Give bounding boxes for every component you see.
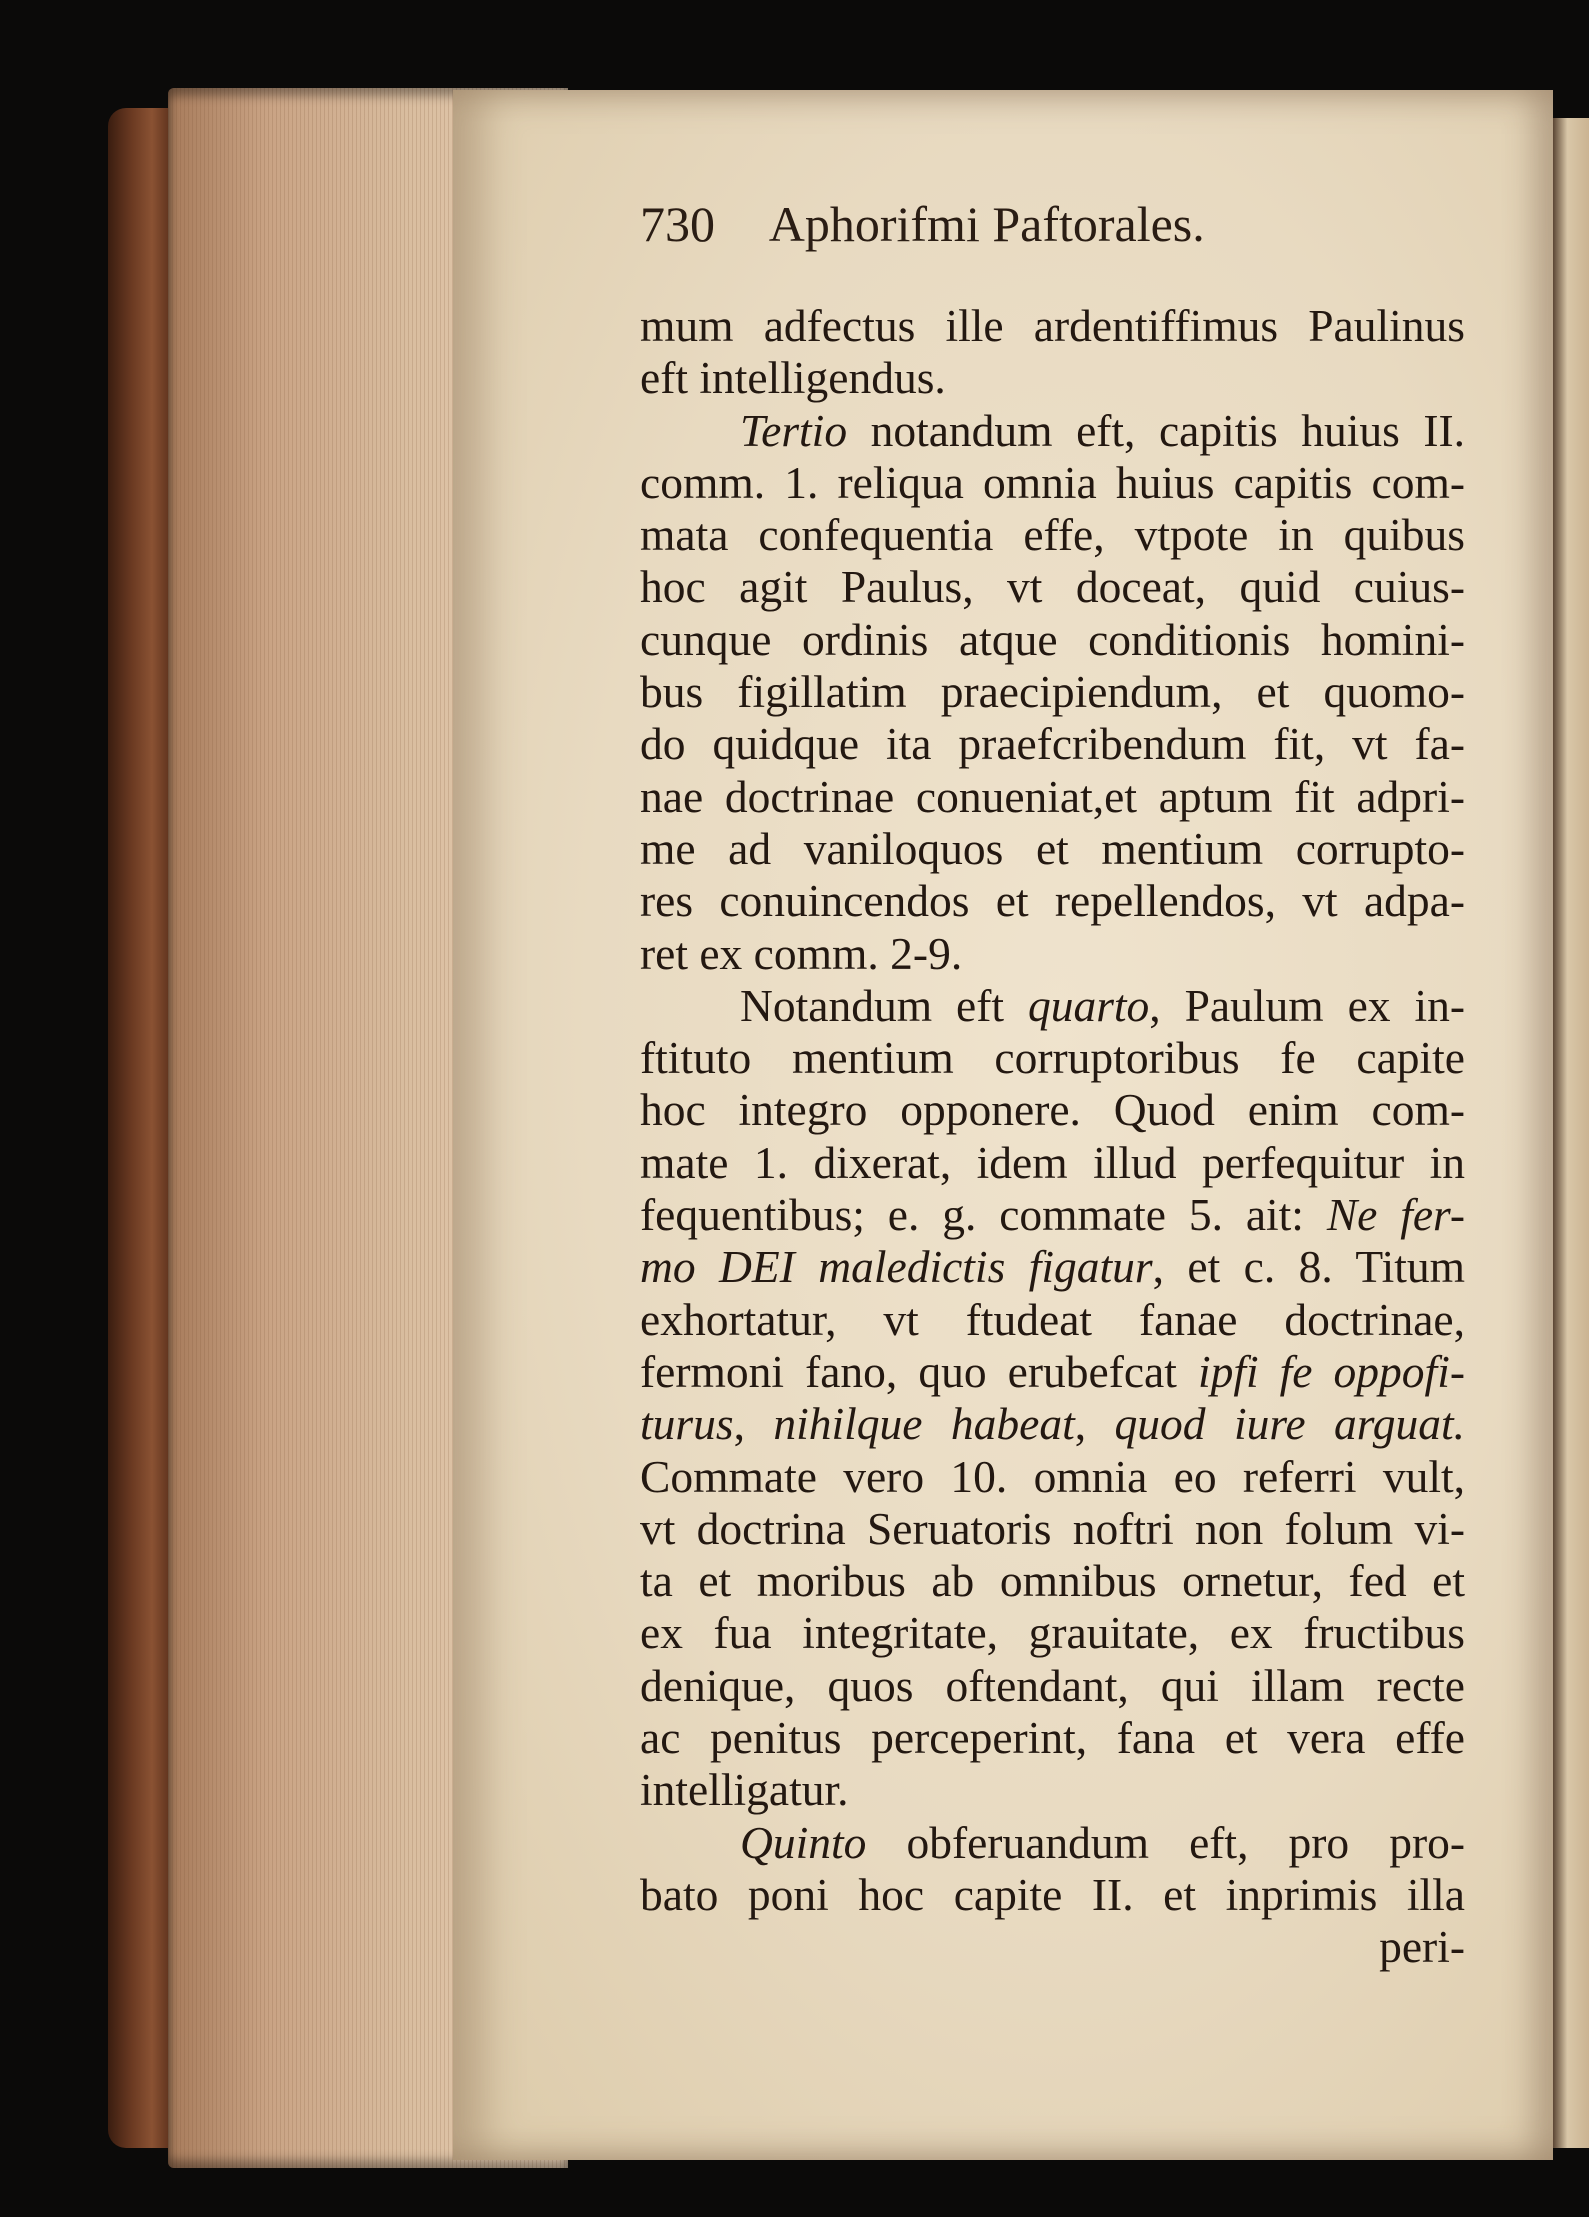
text-line xyxy=(640,300,1465,352)
page-number: 730 xyxy=(640,196,715,252)
text-run: comm. 1. reliqua omnia huius capitis com- xyxy=(640,456,1465,508)
text-run: bato poni hoc capite II. et inprimis illa xyxy=(640,1868,1465,1920)
text-run: intelligatur. xyxy=(640,1764,849,1816)
text-run: hoc agit Paulus, vt doceat, quid cuius- xyxy=(640,561,1465,613)
text-run: cunque ordinis atque conditionis homini- xyxy=(640,613,1465,665)
text-run: peri- xyxy=(1379,1921,1465,1973)
text-run: exhortatur, vt ftudeat fanae doctrinae, xyxy=(640,1293,1465,1345)
text-line xyxy=(640,1503,1465,1555)
text-run: obferuandum eft, pro pro- xyxy=(866,1816,1465,1868)
text-line xyxy=(640,1712,1465,1764)
text-run: vt doctrina Seruatoris noftri non folum vi- xyxy=(640,1502,1465,1554)
text-line xyxy=(640,1084,1465,1136)
italic-run: Ne fer- xyxy=(1326,1189,1465,1241)
text-line xyxy=(640,875,1465,927)
text-run: bus figillatim praecipiendum, et quomo- xyxy=(640,666,1465,718)
text-run: nae doctrinae conueniat,et aptum fit adpri- xyxy=(640,770,1465,822)
text-line xyxy=(640,1294,1465,1346)
text-line xyxy=(640,1241,1465,1293)
text-line xyxy=(640,1869,1465,1921)
text-line xyxy=(640,1346,1465,1398)
text-run: ta et moribus ab omnibus ornetur, fed et xyxy=(640,1555,1465,1607)
text-line xyxy=(640,1189,1465,1241)
text-run: , et c. 8. Titum xyxy=(1152,1241,1465,1293)
text-line xyxy=(640,1137,1465,1189)
text-run: mate 1. dixerat, idem illud perfequitur in xyxy=(640,1136,1465,1188)
text-line xyxy=(640,405,1465,457)
text-run: , xyxy=(733,1398,774,1450)
text-run: ex fua integritate, grauitate, ex fructibus xyxy=(640,1607,1465,1659)
text-line xyxy=(640,718,1465,770)
italic-run: quod iure arguat. xyxy=(1114,1398,1465,1450)
catchword xyxy=(640,1921,1465,1973)
text-run: eft intelligendus. xyxy=(640,352,946,404)
text-run: mata confequentia effe, vtpote in quibus xyxy=(640,509,1465,561)
text-line xyxy=(640,928,1465,980)
text-line xyxy=(640,1555,1465,1607)
text-run: res conuincendos et repellendos, vt adpa- xyxy=(640,875,1465,927)
text-run: mum adfectus ille ardentiffimus Paulinus xyxy=(640,300,1465,351)
text-line xyxy=(640,457,1465,509)
text-run: denique, quos oftendant, qui illam recte xyxy=(640,1659,1465,1711)
facing-page-edge xyxy=(1553,118,1589,2148)
text-run: Commate vero 10. omnia eo referri vult, xyxy=(640,1450,1465,1502)
running-header xyxy=(640,195,1340,265)
text-run: fermoni fano, quo erubefcat xyxy=(640,1345,1198,1397)
italic-run: Tertio xyxy=(740,404,848,456)
body-text xyxy=(640,300,1465,1974)
italic-run: ipfi fe oppofi- xyxy=(1197,1345,1465,1397)
italic-run: mo DEI maledictis figatur xyxy=(640,1241,1153,1293)
text-line xyxy=(640,1817,1465,1869)
text-line xyxy=(640,666,1465,718)
italic-run: quarto xyxy=(1027,979,1150,1031)
text-line xyxy=(640,1451,1465,1503)
text-line xyxy=(640,614,1465,666)
text-line xyxy=(640,1032,1465,1084)
text-run: fequentibus; e. g. commate 5. ait: xyxy=(640,1189,1327,1241)
text-line xyxy=(640,823,1465,875)
text-line xyxy=(640,509,1465,561)
text-run: ac penitus perceperint, fana et vera effe xyxy=(640,1712,1465,1764)
text-run: , xyxy=(1074,1398,1115,1450)
text-run: ftituto mentium corruptoribus fe capite xyxy=(640,1032,1465,1084)
italic-run: Quinto xyxy=(740,1816,867,1868)
text-line xyxy=(640,352,1465,404)
text-run: do quidque ita praefcribendum fit, vt fa- xyxy=(640,718,1465,770)
running-title: Aphorifmi Paftorales. xyxy=(768,196,1205,252)
text-run: ret ex comm. 2-9. xyxy=(640,927,963,979)
text-line xyxy=(640,1607,1465,1659)
text-line xyxy=(640,771,1465,823)
italic-run: turus xyxy=(640,1398,734,1450)
italic-run: nihilque habeat xyxy=(773,1398,1075,1450)
text-run: hoc integro opponere. Quod enim com- xyxy=(640,1084,1465,1136)
text-line xyxy=(640,980,1465,1032)
text-run: , Paulum ex in- xyxy=(1149,979,1465,1031)
text-line xyxy=(640,1764,1465,1816)
text-line xyxy=(640,1660,1465,1712)
text-line xyxy=(640,561,1465,613)
text-run: notandum eft, capitis huius II. xyxy=(847,404,1465,456)
text-line xyxy=(640,1398,1465,1450)
text-run: me ad vaniloquos et mentium corrupto- xyxy=(640,822,1465,874)
text-run: Notandum eft xyxy=(740,979,1028,1031)
